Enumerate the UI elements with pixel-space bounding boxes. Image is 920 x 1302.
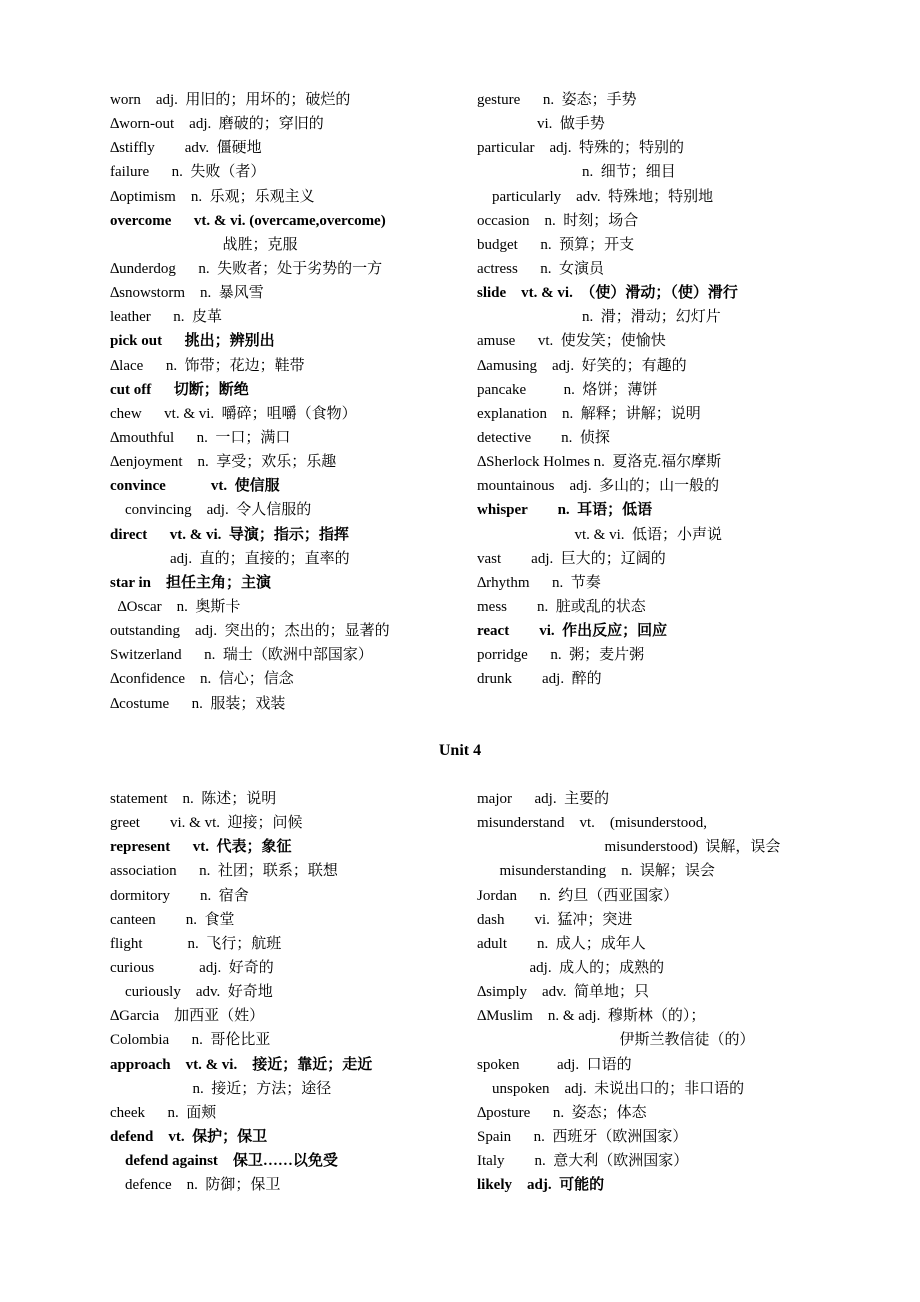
vocab-entry: ∆Muslim n. & adj. 穆斯林（的）； [477,1008,706,1025]
vocab-entry: ∆stiffly adv. 僵硬地 [110,140,262,157]
vocab-entry: dormitory n. 宿舍 [110,887,249,904]
vocab-entry: 战胜；克服 [110,236,298,253]
vocab-entry: dash vi. 猛冲；突进 [477,911,633,928]
vocab-entry: particular adj. 特殊的；特别的 [477,140,685,157]
vocab-entry: leather n. 皮革 [110,309,223,326]
vocab-entry: convince vt. 使信服 [110,478,280,495]
vocab-entry: actress n. 女演员 [477,260,605,277]
vocab-entry: pick out 挑出；辨别出 [110,333,275,350]
vocab-entry: misunderstanding n. 误解；误会 [477,863,715,880]
vocab-entry: chew vt. & vi. 嚼碎；咀嚼（食物） [110,405,357,422]
vocab-entry: n. 细节；细目 [477,164,676,181]
vocab-entry: association n. 社团；联系；联想 [110,863,338,880]
vocab-entry: unspoken adj. 未说出口的；非口语的 [477,1080,745,1097]
vocab-entry: direct vt. & vi. 导演；指示；指挥 [110,526,349,543]
vocab-entry: greet vi. & vt. 迎接；问候 [110,815,303,832]
vocab-entry: ∆Oscar n. 奥斯卡 [110,598,241,615]
vocab-entry: n. 滑；滑动；幻灯片 [477,309,721,326]
vocab-entry: cut off 切断；断绝 [110,381,249,398]
vocab-entry: curiously adv. 好奇地 [110,984,273,1001]
section2-left-column [110,787,470,1197]
vocab-entry: Spain n. 西班牙（欧洲国家） [477,1128,688,1145]
vocab-entry: ∆costume n. 服装；戏装 [110,695,286,712]
vocab-entry: star in 担任主角；主演 [110,574,271,591]
vocab-entry: ∆underdog n. 失败者；处于劣势的一方 [110,260,383,277]
vocab-entry: flight n. 飞行；航班 [110,935,282,952]
unit-heading: Unit 4 [438,742,482,759]
vocab-entry: pancake n. 烙饼；薄饼 [477,381,658,398]
vocab-entry: slide vt. & vi. （使）滑动；（使）滑行 [477,285,738,302]
vocab-entry: defend vt. 保护；保卫 [110,1128,268,1145]
vocab-entry: ∆Sherlock Holmes n. 夏洛克.福尔摩斯 [477,454,722,471]
vocab-entry: ∆Garcia 加西亚（姓） [110,1008,265,1025]
vocab-entry: outstanding adj. 突出的；杰出的；显著的 [110,623,390,640]
vocab-entry: Switzerland n. 瑞士（欧洲中部国家） [110,647,373,664]
vocab-entry: mountainous adj. 多山的；山一般的 [477,478,720,495]
vocab-entry: budget n. 预算；开支 [477,236,635,253]
vocab-entry: whisper n. 耳语；低语 [477,502,653,519]
vocab-entry: defend against 保卫……以免受 [110,1153,338,1170]
vocab-entry: cheek n. 面颊 [110,1104,217,1121]
vocab-entry: adj. 直的；直接的；直率的 [110,550,350,567]
vocab-entry: 伊斯兰教信徒（的） [477,1032,755,1049]
vocab-entry: major adj. 主要的 [477,791,610,807]
vocab-entry: misunderstand vt. (misunderstood, [477,815,707,832]
vocab-entry: porridge n. 粥；麦片粥 [477,647,645,664]
vocab-entry: ∆confidence n. 信心；信念 [110,671,294,688]
vocab-entry: ∆rhythm n. 节奏 [477,574,601,591]
vocab-entry: Italy n. 意大利（欧洲国家） [477,1153,689,1170]
vocab-entry: gesture n. 姿态；手势 [477,92,637,108]
vocab-entry: Jordan n. 约旦（西亚国家） [477,887,679,904]
vocab-entry: react vi. 作出反应；回应 [477,623,668,640]
vocab-entry: failure n. 失败（者） [110,164,266,181]
vocab-entry: adult n. 成人；成年人 [477,935,646,952]
vocab-entry: ∆enjoyment n. 享受；欢乐；乐趣 [110,454,337,471]
section1-right-column [477,88,837,692]
vocab-entry: ∆optimism n. 乐观；乐观主义 [110,188,315,205]
vocab-entry: worn adj. 用旧的；用坏的；破烂的 [110,92,351,108]
vocab-entry: overcome vt. & vi. (overcame,overcome) [110,212,386,229]
vocab-entry: ∆lace n. 饰带；花边；鞋带 [110,357,305,374]
vocab-entry: canteen n. 食堂 [110,911,235,928]
vocab-entry: approach vt. & vi. 接近；靠近；走近 [110,1056,373,1073]
section2-right-column [477,787,837,1197]
vocab-entry: mess n. 脏或乱的状态 [477,598,646,615]
vocab-entry: ∆amusing adj. 好笑的；有趣的 [477,357,687,374]
vocab-entry: vt. & vi. 低语；小声说 [477,526,723,543]
vocab-entry: adj. 成人的；成熟的 [477,959,665,976]
vocab-entry: statement n. 陈述；说明 [110,791,277,807]
vocab-entry: misunderstood) 误解，误会 [477,839,781,856]
vocab-entry: ∆worn-out adj. 磨破的；穿旧的 [110,116,324,133]
vocab-entry: vast adj. 巨大的；辽阔的 [477,550,666,567]
vocab-entry: ∆simply adv. 简单地；只 [477,984,649,1001]
vocab-entry: ∆posture n. 姿态；体态 [477,1104,647,1121]
vocab-entry: likely adj. 可能的 [477,1177,605,1194]
vocab-entry: explanation n. 解释；讲解；说明 [477,405,701,422]
vocab-entry: ∆mouthful n. 一口；满口 [110,429,291,446]
vocab-entry: represent vt. 代表；象征 [110,839,292,856]
vocab-entry: spoken adj. 口语的 [477,1056,632,1073]
vocab-entry: n. 接近；方法；途径 [110,1080,332,1097]
vocab-entry: drunk adj. 醉的 [477,671,602,688]
vocab-entry: vi. 做手势 [477,116,605,133]
section1-left-column [110,88,470,716]
vocab-entry: ∆snowstorm n. 暴风雪 [110,285,264,302]
vocab-entry: amuse vt. 使发笑；使愉快 [477,333,666,350]
vocab-entry: particularly adv. 特殊地；特别地 [477,188,714,205]
vocab-entry: defence n. 防御；保卫 [110,1177,281,1194]
vocab-entry: curious adj. 好奇的 [110,959,274,976]
vocab-entry: convincing adj. 令人信服的 [110,502,312,519]
vocab-entry: detective n. 侦探 [477,429,610,446]
vocab-entry: Colombia n. 哥伦比亚 [110,1032,271,1049]
vocab-entry: occasion n. 时刻；场合 [477,212,639,229]
